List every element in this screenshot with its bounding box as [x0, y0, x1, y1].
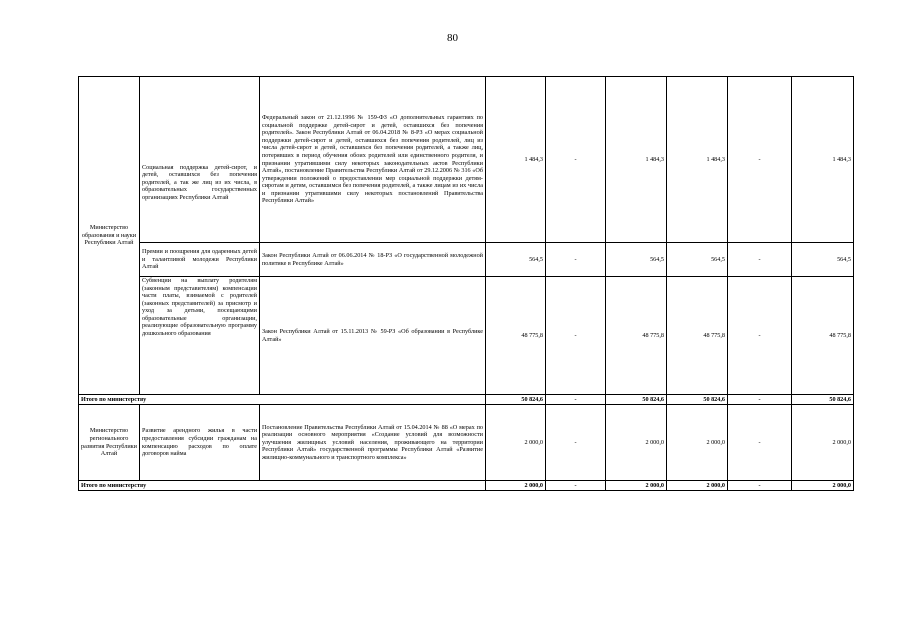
- legal-basis-cell: Закон Республики Алтай от 15.11.2013 № 59-РЗ «Об образовании в Республике Алтай»: [260, 277, 486, 395]
- legal-basis-cell: Федеральный закон от 21.12.1996 № 159-ФЗ «О дополнительных гарантиях по социальной поддержке детей-сирот и детей, оставшихся без попечения родителей». Закон Республики Алтай от 06.04.2018 № 8-РЗ «О мерах социальной поддержки детей-сирот и детей, оставшихся без попечения родителей, лиц из числа детей-сирот и детей, оставшихся без попечения родителей, а также лиц, потерявших в период обучения обоих родителей или единственного родителя, и признании утратившими силу некоторых законодательных актов Республики Алтай», постановление Правительства Республики Алтай от 29.12.2006 № 316 «Об утверждении положений о предоставлении мер социальной поддержки детям-сиротам и детям, оставшимся без попечения родителей, а также лицам из их числа и признании утратившими силу некоторых постановлений Правительства Республики Алтай»: [260, 77, 486, 243]
- amount-cell: 48 775,8: [606, 277, 667, 395]
- total-amount: 2 000,0: [792, 481, 854, 491]
- total-amount: -: [546, 481, 606, 491]
- amount-cell: 48 775,8: [486, 277, 546, 395]
- total-amount: 50 824,6: [792, 395, 854, 405]
- amount-cell: 564,5: [606, 243, 667, 277]
- total-label: Итого по министерству: [79, 395, 486, 405]
- total-amount: -: [546, 395, 606, 405]
- amount-cell: 564,5: [486, 243, 546, 277]
- amount-cell: 2 000,0: [606, 405, 667, 481]
- amount-cell: -: [546, 77, 606, 243]
- purpose-cell: Премии и поощрения для одаренных детей и талантливой молодежи Республики Алтай: [140, 243, 260, 277]
- total-amount: 2 000,0: [486, 481, 546, 491]
- amount-cell: 1 484,3: [667, 77, 728, 243]
- total-amount: 50 824,6: [606, 395, 667, 405]
- total-amount: 50 824,6: [667, 395, 728, 405]
- amount-cell: 48 775,8: [792, 277, 854, 395]
- purpose-cell: Развитие арендного жилья в части предоставления субсидии гражданам на компенсацию расходов по оплате договоров найма: [140, 405, 260, 481]
- amount-cell: -: [728, 277, 792, 395]
- budget-table: [78, 76, 854, 491]
- amount-cell: -: [728, 243, 792, 277]
- amount-cell: 2 000,0: [667, 405, 728, 481]
- amount-cell: -: [728, 77, 792, 243]
- legal-basis-cell: Закон Республики Алтай от 06.06.2014 № 18-РЗ «О государственной молодежной политике в Республике Алтай»: [260, 243, 486, 277]
- total-label: Итого по министерству: [79, 481, 486, 491]
- table-row: [79, 77, 854, 243]
- amount-cell: 1 484,3: [486, 77, 546, 243]
- legal-basis-cell: Постановление Правительства Республики Алтай от 15.04.2014 № 88 «О мерах по реализации основного мероприятия «Создание условий для возможности улучшения жилищных условий населения, проживающего на территории Республики Алтай» государственной программы Республики Алтай «Развитие жилищно-коммунального и транспортного комплекса»: [260, 405, 486, 481]
- table-row: [79, 405, 854, 481]
- purpose-cell: [140, 77, 260, 243]
- ministry-name-cell: Министерство образования и науки Республики Алтай: [79, 77, 140, 395]
- amount-cell: -: [728, 405, 792, 481]
- amount-cell: 2 000,0: [486, 405, 546, 481]
- total-amount: 2 000,0: [606, 481, 667, 491]
- amount-cell: 564,5: [792, 243, 854, 277]
- total-amount: 2 000,0: [667, 481, 728, 491]
- table-row: [79, 277, 854, 395]
- page-number: 80: [447, 32, 458, 44]
- amount-cell: 1 484,3: [792, 77, 854, 243]
- amount-cell: 2 000,0: [792, 405, 854, 481]
- purpose-text: Социальная поддержка детей-сирот, и детей, оставшихся без попечения родителей, а так же лиц из их числа, в образовательных государственных организациях Республики Алтай: [142, 163, 257, 201]
- total-row: [79, 481, 854, 491]
- amount-cell: -: [546, 277, 606, 395]
- amount-cell: 1 484,3: [606, 77, 667, 243]
- total-row: [79, 395, 854, 405]
- total-amount: -: [728, 481, 792, 491]
- amount-cell: 48 775,8: [667, 277, 728, 395]
- ministry-name-cell: Министерство регионального развития Республики Алтай: [79, 405, 140, 481]
- amount-cell: -: [546, 405, 606, 481]
- purpose-cell: Субвенции на выплату родителям (законным представителям) компенсации части платы, взимаемой с родителей (законных представителей) за присмотр и уход за детьми, посещающими образовательные организации, реализующие образовательную программу дошкольного образования: [140, 277, 260, 395]
- amount-cell: 564,5: [667, 243, 728, 277]
- table-row: [79, 243, 854, 277]
- total-amount: -: [728, 395, 792, 405]
- total-amount: 50 824,6: [486, 395, 546, 405]
- amount-cell: -: [546, 243, 606, 277]
